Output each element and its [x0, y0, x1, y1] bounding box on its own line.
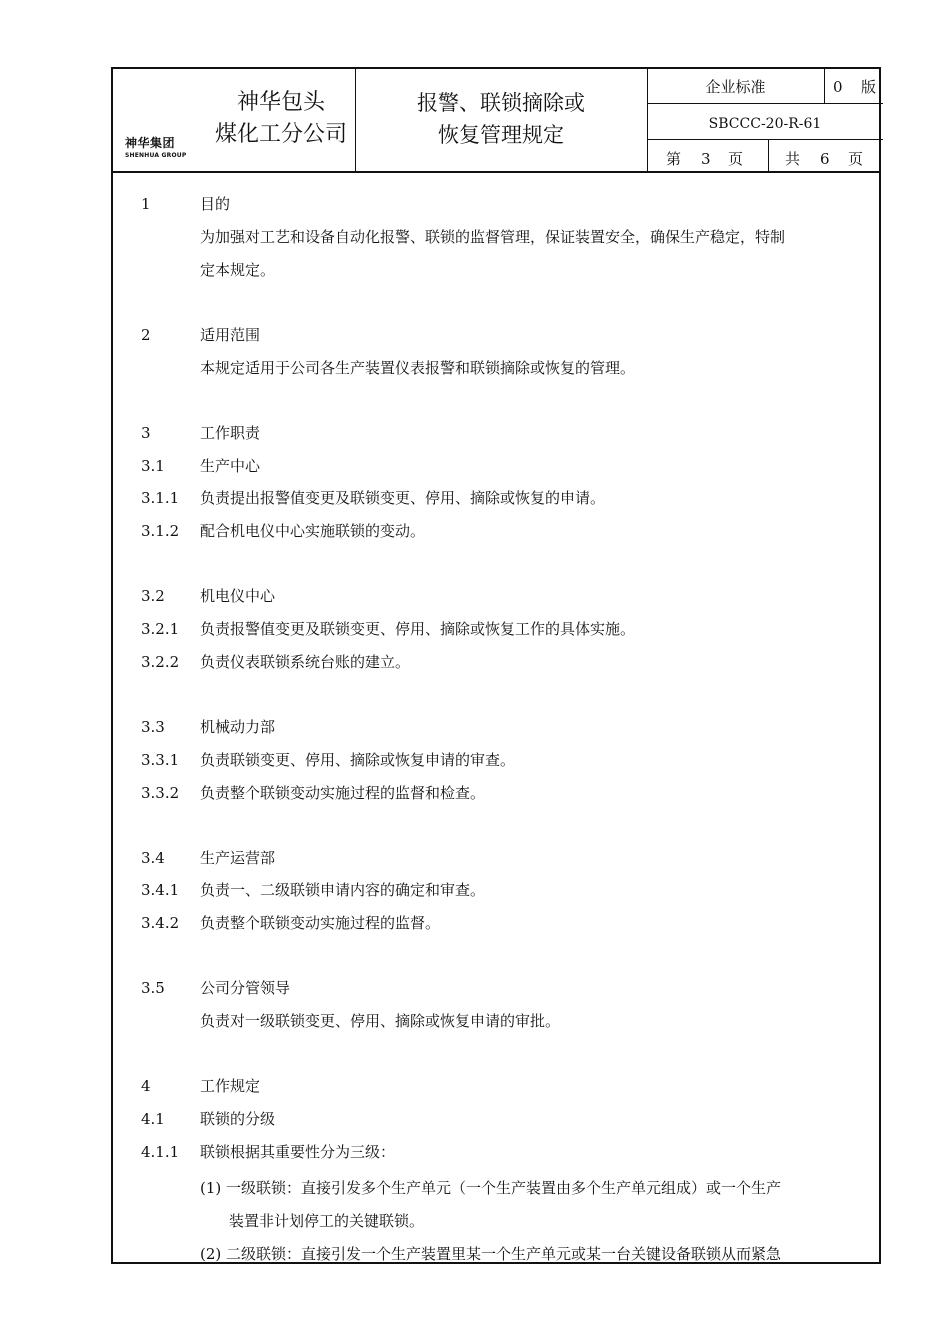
company-name: [201, 87, 361, 151]
section-title: 生产中心: [200, 457, 261, 475]
section-title: 机电仪中心: [200, 587, 276, 605]
clause-text: 负责联锁变更、停用、摘除或恢复申请的审查。: [200, 751, 516, 769]
clause-number: 3.3.2: [141, 784, 180, 802]
clause-text: 负责仪表联锁系统台账的建立。: [200, 653, 411, 671]
company-name-line2: 煤化工分公司: [214, 122, 347, 147]
clause-text: 负责报警值变更及联锁变更、停用、摘除或恢复工作的具体实施。: [200, 620, 636, 638]
section-title: 联锁的分级: [200, 1110, 276, 1128]
header-divider: [647, 103, 883, 104]
logo-chinese: 神华集团: [125, 136, 176, 150]
clause-number: 3.1.1: [141, 489, 180, 507]
section-number: 2: [141, 326, 151, 344]
section-title: 目的: [200, 195, 231, 213]
total-label-gong: 共: [785, 150, 801, 168]
header-divider: [824, 69, 825, 103]
clause-text: 负责一、二级联锁申请内容的确定和审查。: [200, 881, 486, 899]
section-number: 3.3: [141, 718, 165, 736]
page-label-ye: 页: [728, 150, 744, 168]
standard-label: 企业标准: [705, 78, 766, 96]
list-item-text: (2) 二级联锁：直接引发一个生产装置里某一个生产单元或某一台关键设备联锁从而紧急: [200, 1245, 782, 1263]
logo-english: SHENHUA GROUP: [125, 152, 187, 159]
paragraph-text: 为加强对工艺和设备自动化报警、联锁的监督管理，保证装置安全，确保生产稳定，特制: [200, 228, 786, 246]
section-number: 3.2: [141, 587, 165, 605]
section-title: 公司分管领导: [200, 979, 291, 997]
header-divider: [647, 139, 883, 140]
document-code: SBCCC-20-R-61: [708, 116, 822, 132]
section-title: 生产运营部: [200, 849, 276, 867]
document-header: [113, 69, 879, 173]
version-label: 版: [861, 78, 877, 96]
section-title: 工作职责: [200, 424, 261, 442]
clause-text: 配合机电仪中心实施联锁的变动。: [200, 522, 426, 540]
page-number: 3: [701, 150, 711, 168]
section-title: 机械动力部: [200, 718, 276, 736]
document-frame: [111, 67, 881, 1264]
document-title-line2: 恢复管理规定: [438, 123, 564, 147]
section-number: 4.1: [141, 1110, 165, 1128]
clause-number: 3.2.1: [141, 620, 180, 638]
clause-number: 4.1.1: [141, 1143, 180, 1161]
section-number: 3: [141, 424, 151, 442]
document-title-line1: 报警、联锁摘除或: [417, 91, 585, 115]
clause-text: 负责整个联锁变动实施过程的监督。: [200, 914, 441, 932]
section-title: 工作规定: [200, 1077, 261, 1095]
clause-number: 3.3.1: [141, 751, 180, 769]
document-title: [355, 87, 647, 151]
clause-number: 3.2.2: [141, 653, 180, 671]
total-pages: 6: [820, 150, 830, 168]
paragraph-text: 定本规定。: [200, 261, 276, 279]
list-item-text: (1) 一级联锁：直接引发多个生产单元（一个生产装置由多个生产单元组成）或一个生产: [200, 1179, 782, 1197]
section-title: 适用范围: [200, 326, 261, 344]
clause-text: 负责提出报警值变更及联锁变更、停用、摘除或恢复的申请。: [200, 489, 606, 507]
clause-number: 3.1.2: [141, 522, 180, 540]
header-divider: [768, 139, 769, 173]
section-number: 3.5: [141, 979, 165, 997]
page-label-di: 第: [666, 150, 682, 168]
paragraph-text: 本规定适用于公司各生产装置仪表报警和联锁摘除或恢复的管理。: [200, 359, 636, 377]
clause-text: 联锁根据其重要性分为三级：: [200, 1143, 396, 1161]
clause-number: 3.4.1: [141, 881, 180, 899]
version-number: 0: [833, 78, 843, 96]
list-item-text: 装置非计划停工的关键联锁。: [229, 1212, 425, 1230]
clause-number: 3.4.2: [141, 914, 180, 932]
total-label-ye: 页: [848, 150, 864, 168]
company-name-line1: 神华包头: [236, 90, 325, 115]
section-number: 1: [141, 195, 151, 213]
section-number: 4: [141, 1077, 151, 1095]
paragraph-text: 负责对一级联锁变更、停用、摘除或恢复申请的审批。: [200, 1012, 561, 1030]
section-number: 3.4: [141, 849, 165, 867]
section-number: 3.1: [141, 457, 165, 475]
clause-text: 负责整个联锁变动实施过程的监督和检查。: [200, 784, 486, 802]
